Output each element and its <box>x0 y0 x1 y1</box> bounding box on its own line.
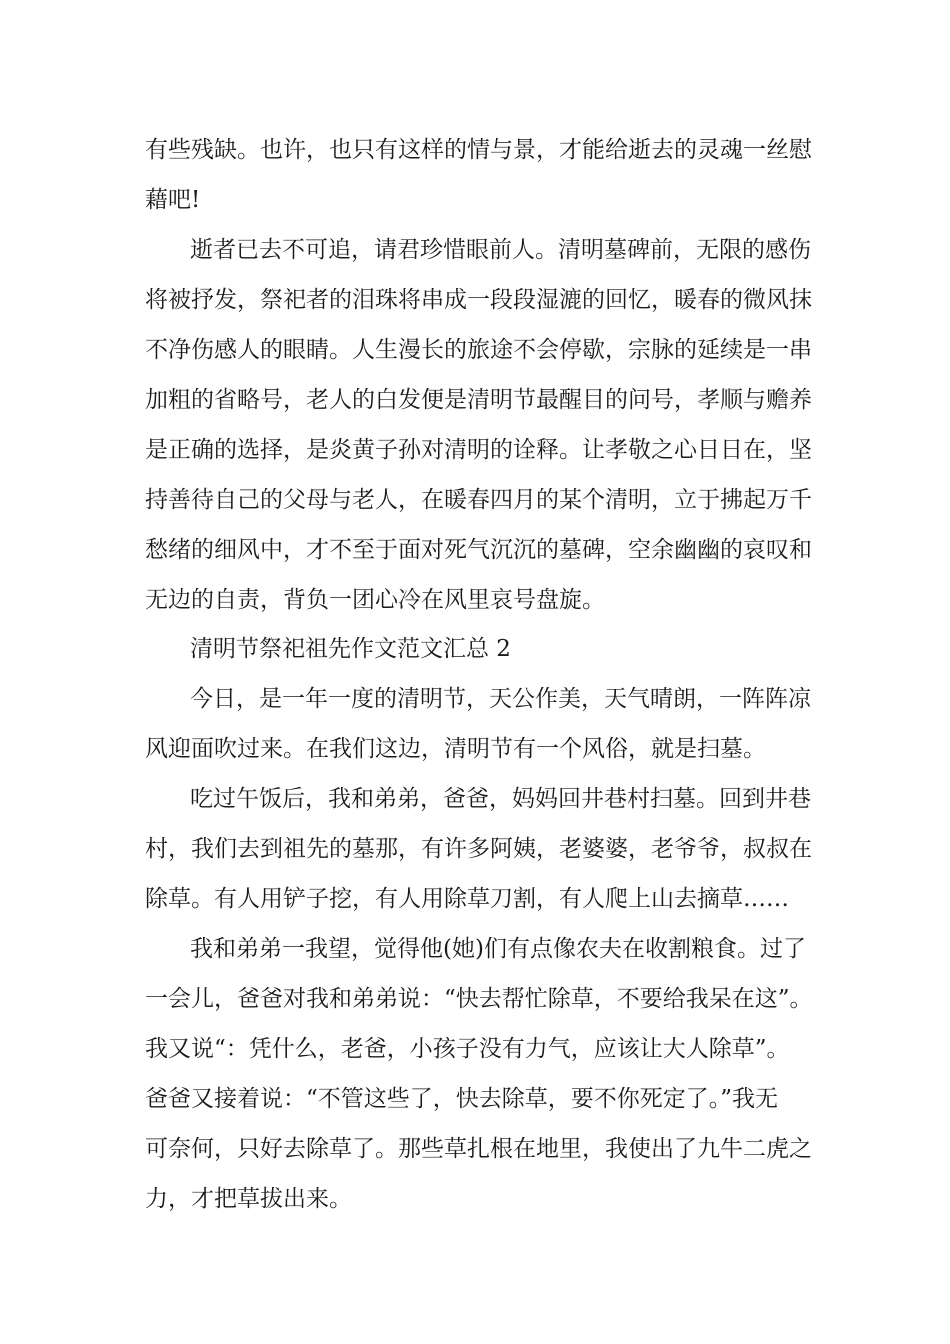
paragraph-first-line: 吃过午饭后，我和弟弟，爸爸，妈妈回井巷村扫墓。回到井巷 <box>190 786 811 812</box>
paragraph-first-line: 我和弟弟一我望，觉得他(她)们有点像农夫在收割粮食。过了 <box>190 936 806 962</box>
section-heading: 清明节祭祀祖先作文范文汇总 2 <box>190 636 511 662</box>
body-text-line: 村，我们去到祖先的墓那，有许多阿姨，老婆婆，老爷爷，叔叔在 <box>145 836 812 862</box>
body-text-line: 持善待自己的父母与老人，在暖春四月的某个清明，立于拂起万千 <box>145 487 812 513</box>
body-text-line: 可奈何，只好去除草了。那些草扎根在地里，我使出了九牛二虎之 <box>145 1136 812 1162</box>
body-text-line: 愁绪的细风中，才不至于面对死气沉沉的墓碑，空余幽幽的哀叹和 <box>145 537 812 563</box>
body-text-line: 风迎面吹过来。在我们这边，清明节有一个风俗，就是扫墓。 <box>145 736 766 762</box>
body-text-line: 有些残缺。也许，也只有这样的情与景，才能给逝去的灵魂一丝慰 <box>145 137 812 163</box>
body-text-line: 爸爸又接着说：“不管这些了，快去除草，要不你死定了。”我无 <box>145 1086 779 1112</box>
body-text-line: 我又说“：凭什么，老爸，小孩子没有力气，应该让大人除草”。 <box>145 1036 790 1062</box>
paragraph-first-line: 今日，是一年一度的清明节，天公作美，天气晴朗，一阵阵凉 <box>190 686 811 712</box>
body-text-line: 除草。有人用铲子挖，有人用除草刀割，有人爬上山去摘草…… <box>145 886 789 912</box>
body-text-line: 是正确的选择，是炎黄子孙对清明的诠释。让孝敬之心日日在，坚 <box>145 437 812 463</box>
body-text-line: 将被抒发，祭祀者的泪珠将串成一段段湿漉的回忆，暖春的微风抹 <box>145 287 812 313</box>
body-text-line: 无边的自责，背负一团心冷在风里哀号盘旋。 <box>145 587 605 613</box>
body-text-line: 不净伤感人的眼睛。人生漫长的旅途不会停歇，宗脉的延续是一串 <box>145 337 812 363</box>
paragraph-first-line: 逝者已去不可追，请君珍惜眼前人。清明墓碑前，无限的感伤 <box>190 237 811 263</box>
body-text-line: 藉吧! <box>145 187 201 213</box>
body-text-line: 力，才把草拔出来。 <box>145 1186 352 1212</box>
body-text-line: 一会儿，爸爸对我和弟弟说：“快去帮忙除草，不要给我呆在这”。 <box>145 986 813 1012</box>
body-text-line: 加粗的省略号，老人的白发便是清明节最醒目的问号，孝顺与赡养 <box>145 387 812 413</box>
